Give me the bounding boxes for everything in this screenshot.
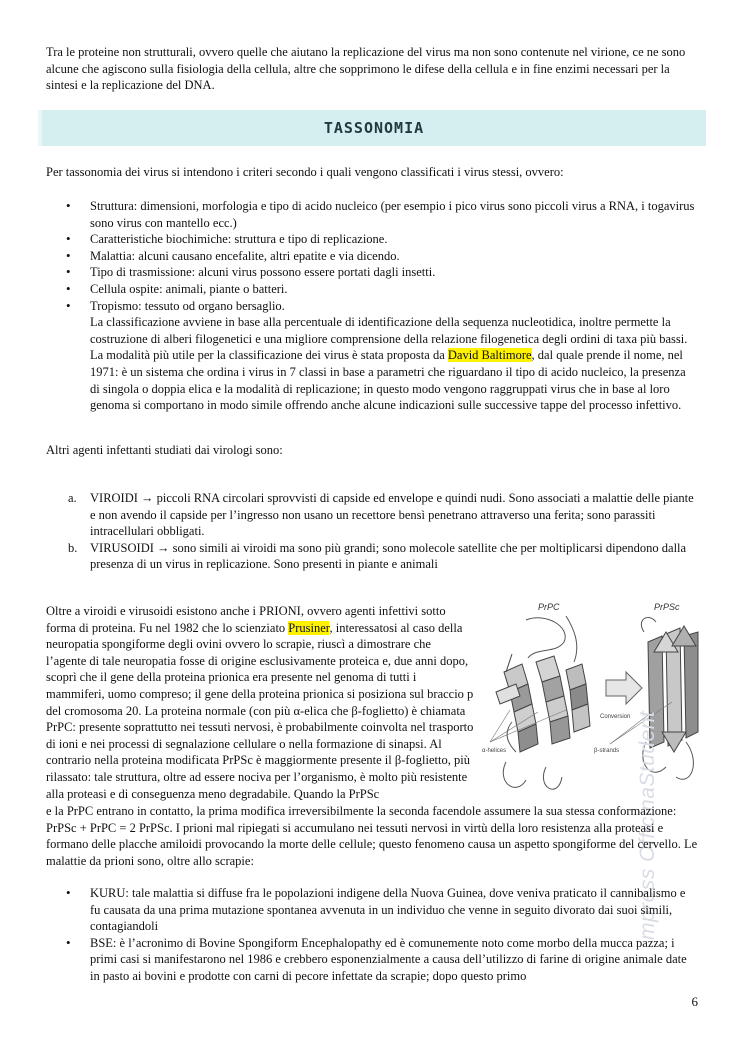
prion-diseases-list <box>46 885 698 985</box>
tropismo-text: La classificazione avviene in base alla percentuale di identificazione della sequenza nucleotidica, inoltre permette la costruzione di alberi filogenetici e una migliore comprensione della relazione filogenetica degli ordini di taxa più bassi. La modalità più utile per la classificazione dei virus è stata proposta da <box>90 315 688 363</box>
page-number: 6 <box>691 994 698 1009</box>
section-banner <box>38 110 706 146</box>
list-item-kuru: • KURU: tale malattia si diffuse fra le popolazioni indigene della Nuova Guinea, dove veniva praticato il cannibalismo e fu causata da una prima mutazione spontanea avvenuta in un individuo che venne in seguito divorato dai suoi simili, contagiandoli <box>46 885 698 935</box>
prioni-continuation: e la PrPC entrano in contatto, la prima modifica irreversibilmente la seconda facendole assumere la sua stessa conformazione: PrPSc + PrPC = 2 PrPSc. I prioni mal ripiegati si accumulano nei tessuti nervosi in virtù della loro resistenza alla proteasi e formano delle placche amiloidi provocando la morte delle cellule; questo fenomeno causa un aspetto spongiforme del cervello. Le malattie da prioni sono, oltre allo scrapie: <box>46 804 698 868</box>
prioni-paragraph: Oltre a viroidi e virusoidi esistono anche i PRIONI, ovvero agenti infettivi sotto forma di proteina. Fu nel 1982 che lo scienziato Prusiner, interessatosi al caso della neuropatia spongiforme degli ovini ovvero lo scrapie, riuscì a dimostrare che l’agente di tale neuropatia fosse di origine esclusivamente proteica e, due anni dopo, scoprì che il gene della proteina prionica era presente nel genoma di tutti i mammiferi, uomo compreso; il gene della proteina prionica si posiziona sul braccio p del cromosoma 20. La proteina normale (con più α-elica che β-foglietto) è chiamata PrPC: presente soprattutto nei tessuti nervosi, è probabilmente coinvolta nel trasporto di ioni e nei processi di segnalazione cellulare o nella formazione di sinapsi. Al contrario nella proteina modificata PrPSc è maggiormente presente il β-foglietto, più rilassato: tale struttura, oltre ad essere nociva per l’organismo, è molto più resistente alla proteasi e di conseguenza meno degradabile. Quando la PrPSc <box>46 604 474 801</box>
list-item: • Struttura: dimensioni, morfologia e tipo di acido nucleico (per esempio i pico virus sono piccoli virus a RNA, i togavirus sono virus con mantello ecc.) <box>46 198 698 231</box>
list-marker: a. <box>68 491 77 505</box>
highlight-baltimore: David Baltimore <box>447 348 532 363</box>
list-item-virusoidi: b. VIRUSOIDI → sono simili ai viroidi ma sono più grandi; sono molecole satellite che per moltiplicarsi dipendono dalla presenza di un virus in replicazione. Sono presenti in piante e animali <box>68 540 687 572</box>
prion-structure-figure <box>476 592 712 804</box>
figure-label-beta-strands: β-strands <box>594 748 620 754</box>
highlight-prusiner: Prusiner <box>288 620 330 635</box>
list-item-tropismo: • Tropismo: tessuto od organo bersaglio. La classificazione avviene in base alla percentuale di identificazione della sequenza nucleotidica, inoltre permette la costruzione di alberi filogenetici e una migliore comprensione della relazione filogenetica degli ordini di taxa più bassi. La modalità più utile per la classificazione dei virus è stata proposta da David Baltimore, dal quale prende il nome, nel 1971: è un sistema che ordina i virus in 7 classi in base a parametri che riguardano il tipo di acido nucleico, la presenza di singola o doppia elica e la modalità di replicazione; in questo modo vengono raggruppati virus che in base al loro genoma si comportano in modo simile offrendo anche alcune indicazioni sulle successive tappe del processo infettivo. <box>46 298 698 414</box>
list-item: • Tipo di trasmissione: alcuni virus possono essere portati dagli insetti. <box>46 264 698 281</box>
section-title: TASSONOMIA <box>323 118 425 137</box>
tropismo-label: Tropismo: tessuto od organo bersaglio. <box>90 298 285 313</box>
list-marker: b. <box>68 540 78 555</box>
agents-list <box>46 490 698 573</box>
figure-label-conversion: Conversion <box>600 714 631 720</box>
list-item: • Malattia: alcuni causano encefalite, altri epatite e via dicendo. <box>46 248 698 265</box>
list-item: • Caratteristiche biochimiche: struttura e tipo di replicazione. <box>46 231 698 248</box>
list-item-viroidi: a. VIROIDI → piccoli RNA circolari sprovvisti di capside ed envelope e quindi nudi. Sono associati a malattie delle piante e non avendo il capside per l’ingresso non usano un recettore bensì penetrano attraverso una ferita; sono parassiti intracellulari obbligati. <box>68 491 694 539</box>
watermark: mpress OfficinaStudent <box>636 710 659 940</box>
other-agents-intro: Altri agenti infettanti studiati dai virologi sono: <box>46 443 283 457</box>
intro-paragraph: Tra le proteine non strutturali, ovvero quelle che aiutano la replicazione del virus ma non sono contenute nel virione, ce ne sono alcune che agiscono sulla fisiologia della cellula, altre che sopprimono le difese della cellula e in fine enzimi necessari per la sintesi e la replicazione del DNA. <box>46 45 686 93</box>
figure-label-alpha-helices: α-helices <box>482 748 507 754</box>
taxonomy-definition: Per tassonomia dei virus si intendono i criteri secondo i quali vengono classificati i virus stessi, ovvero: <box>46 165 564 179</box>
criteria-list <box>46 198 698 414</box>
figure-label-prpc: PrPC <box>538 602 560 612</box>
list-item-bse: • BSE: è l’acronimo di Bovine Spongiform Encephalopathy ed è comunemente noto come morbo della mucca pazza; i primi casi si manifestarono nel 1986 e crebbero esponenzialmente a causa dell’utilizzo di farine di origine animale date in pasto ai bovini e prodotte con carni di pecore infettate da scrapie; dopo questo primo <box>46 935 698 985</box>
prion-structure-illustration <box>476 592 712 804</box>
list-item: • Cellula ospite: animali, piante o batteri. <box>46 281 698 298</box>
figure-label-prpsc: PrPSc <box>654 602 680 612</box>
